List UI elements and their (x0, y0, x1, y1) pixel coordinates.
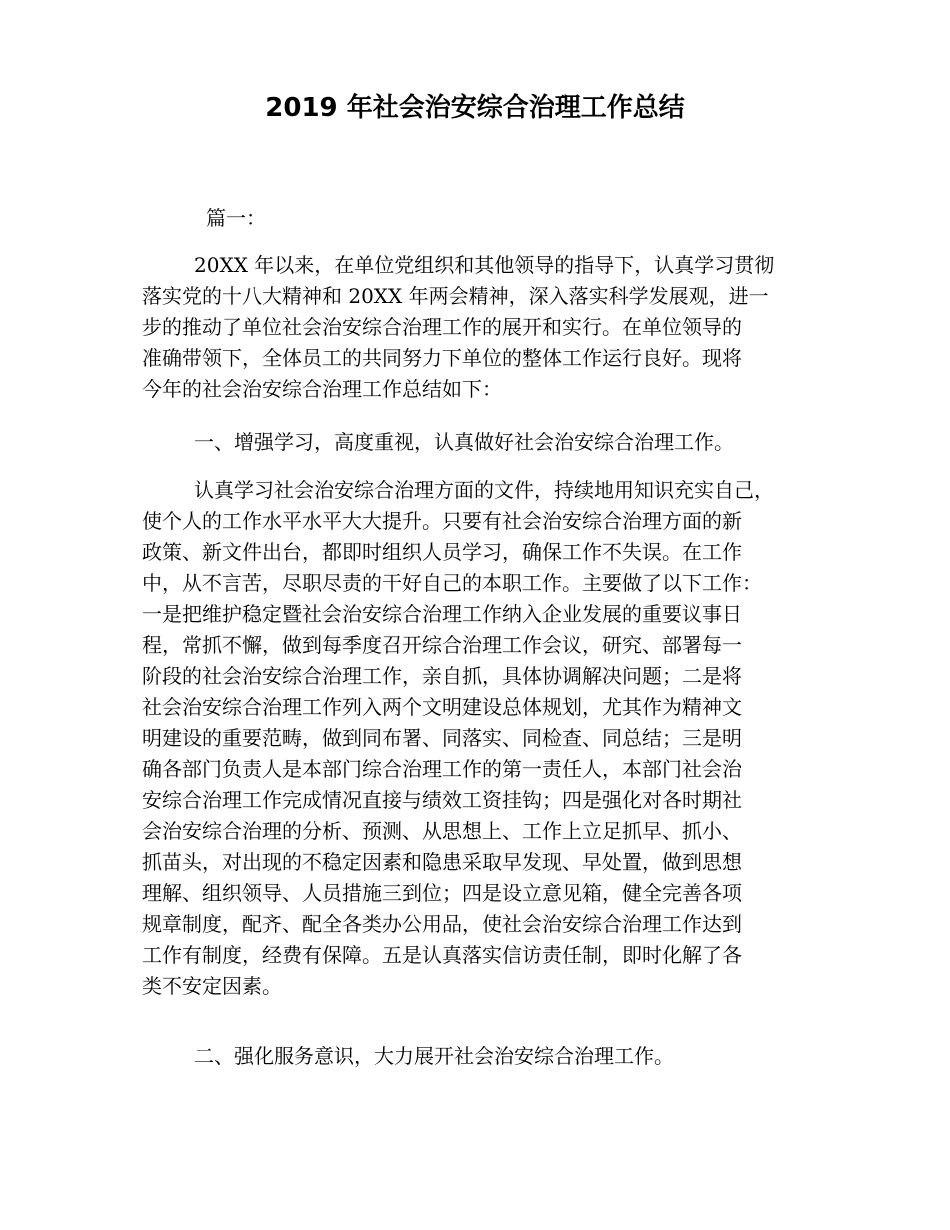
document-title: 2019 年社会治安综合治理工作总结 (265, 93, 685, 123)
paragraph-line: 使个人的工作水平水平大大提升。只要有社会治安综合治理方面的新 (142, 509, 742, 533)
paragraph-line: 会治安综合治理的分析、预测、从思想上、工作上立足抓早、抓小、 (142, 819, 742, 843)
paragraph-line: 工作有制度，经费有保障。五是认真落实信访责任制，即时化解了各 (142, 943, 742, 967)
paragraph-line: 社会治安综合治理工作列入两个文明建设总体规划，尤其作为精神文 (142, 695, 742, 719)
paragraph-line: 准确带领下，全体员工的共同努力下单位的整体工作运行良好。现将 (142, 346, 742, 370)
section-label: 篇一： (206, 206, 266, 230)
paragraph-line: 落实党的十八大精神和 20XX 年两会精神，深入落实科学发展观，进一 (142, 284, 769, 308)
paragraph-line: 程，常抓不懈，做到每季度召开综合治理工作会议，研究、部署每一 (142, 633, 742, 657)
section-heading-1 (142, 427, 812, 458)
heading-text: 一、增强学习，高度重视，认真做好社会治安综合治理工作。 (194, 430, 734, 454)
paragraph-line: 今年的社会治安综合治理工作总结如下： (142, 377, 502, 401)
paragraph-line: 步的推动了单位社会治安综合治理工作的展开和实行。在单位领导的 (142, 315, 742, 339)
paragraph-line: 规章制度，配齐、配全各类办公用品，使社会治安综合治理工作达到 (142, 912, 742, 936)
paragraph-line: 阶段的社会治安综合治理工作，亲自抓，具体协调解决问题；二是将 (142, 664, 742, 688)
paragraph-line: 认真学习社会治安综合治理方面的文件，持续地用知识充实自己， (194, 478, 774, 502)
paragraph-line: 确各部门负责人是本部门综合治理工作的第一责任人，本部门社会治 (142, 757, 742, 781)
paragraph-line: 明建设的重要范畴，做到同布署、同落实、同检查、同总结；三是明 (142, 726, 742, 750)
paragraph-line: 中，从不言苦，尽职尽责的干好自己的本职工作。主要做了以下工作： (142, 571, 762, 595)
paragraph-line: 政策、新文件出台，都即时组织人员学习，确保工作不失误。在工作 (142, 540, 742, 564)
paragraph-line: 抓苗头，对出现的不稳定因素和隐患采取早发现、早处置，做到思想 (142, 850, 742, 874)
section-heading-2 (142, 1041, 812, 1072)
paragraph-line: 20XX 年以来，在单位党组织和其他领导的指导下，认真学习贯彻 (194, 253, 775, 277)
heading-text: 二、强化服务意识，大力展开社会治安综合治理工作。 (194, 1044, 674, 1068)
paragraph-line: 安综合治理工作完成情况直接与绩效工资挂钩；四是强化对各时期社 (142, 788, 742, 812)
paragraph-line: 一是把维护稳定暨社会治安综合治理工作纳入企业发展的重要议事日 (142, 602, 742, 626)
paragraph-line: 理解、组织领导、人员措施三到位；四是设立意见箱，健全完善各项 (142, 881, 742, 905)
paragraph-study (142, 475, 812, 1002)
paragraph-line: 类不安定因素。 (142, 974, 282, 998)
paragraph-intro (142, 250, 812, 405)
